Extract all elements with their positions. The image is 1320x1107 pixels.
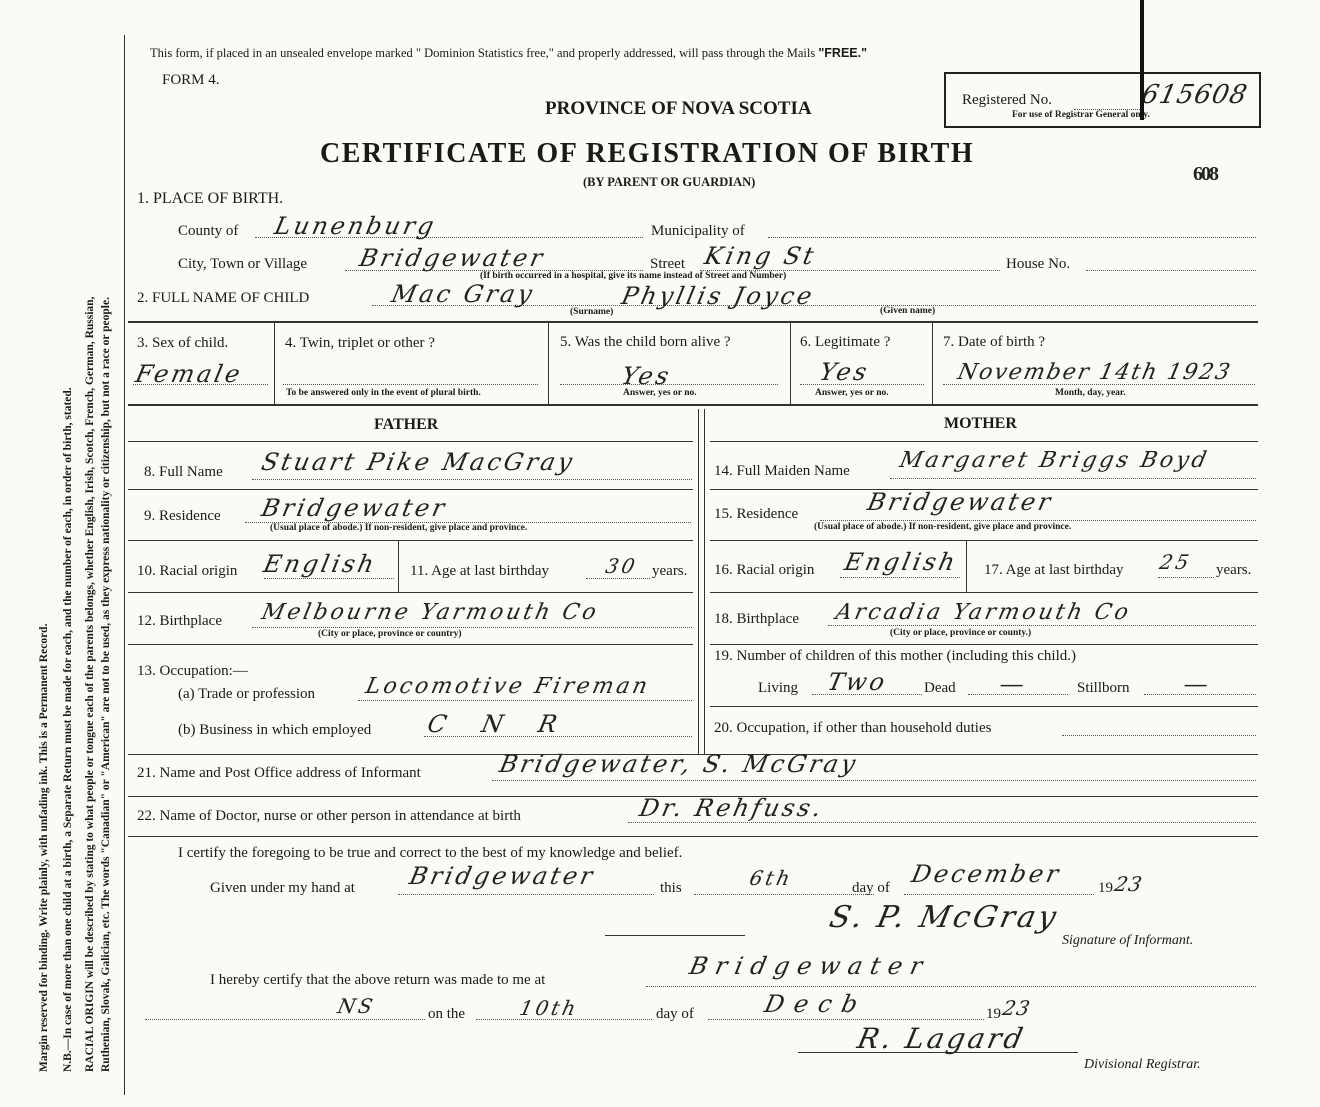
registrar-signature: R. Lagard <box>854 1022 1029 1055</box>
mother-residence-note: (Usual place of abode.) If non-resident, give place and province. <box>814 522 1072 532</box>
father-heading: FATHER <box>374 416 439 433</box>
place-of-birth-heading: 1. PLACE OF BIRTH. <box>137 190 284 207</box>
mother-birthplace-note: (City or place, province or county.) <box>890 628 1032 638</box>
father-age-label: 11. Age at last birthday <box>410 563 549 579</box>
ink-stroke <box>1140 0 1144 120</box>
mother-age-value: 25 <box>1157 550 1195 574</box>
binding-margin-line <box>124 35 125 1095</box>
county-value: Lunenburg <box>272 212 440 240</box>
mother-name-value: Margaret Briggs Boyd <box>897 448 1212 473</box>
dead-value: — <box>997 670 1030 698</box>
given-name-note: (Given name) <box>880 306 936 316</box>
father-years-label: years. <box>652 563 688 579</box>
informant-value: Bridgewater, S. McGray <box>497 750 861 778</box>
registrar-day-value: 10th <box>517 996 581 1020</box>
dead-label: Dead <box>924 680 956 696</box>
sex-label: 3. Sex of child. <box>137 335 229 351</box>
street-value: King St <box>702 242 820 270</box>
registrar-statement: I hereby certify that the above return was made to me at <box>210 972 546 988</box>
informant-signature-label: Signature of Informant. <box>1062 933 1194 948</box>
margin-note-racial-origin-1: RACIAL ORIGIN will be described by stating to what people or tongue each of the parents belongs, whether English, Irish, Scotch, French, German, Russian, <box>84 296 96 1072</box>
dob-label: 7. Date of birth ? <box>943 334 1046 350</box>
mother-name-label: 14. Full Maiden Name <box>714 463 850 479</box>
registered-no-value: 615608 <box>1138 80 1251 110</box>
mother-children-label: 19. Number of children of this mother (including this child.) <box>714 648 1077 664</box>
registered-no-label: Registered No. <box>962 92 1052 108</box>
postal-notice: This form, if placed in an unsealed envelope marked " Dominion Statistics free," and properly addressed, will pass through the Mails "FREE." <box>150 46 868 60</box>
registrar-province-value: NS <box>335 994 378 1018</box>
father-residence-label: 9. Residence <box>144 508 221 524</box>
sex-value: Female <box>133 360 246 388</box>
father-age-value: 30 <box>603 554 641 578</box>
registrar-only-note: For use of Registrar General only. <box>1012 110 1150 120</box>
father-business-label: (b) Business in which employed <box>178 722 372 738</box>
margin-note-multiple-birth: N.B.—In case of more than one child at a birth, a Separate Return must be made for each, and the number of each, in order of birth, stated. <box>62 387 74 1072</box>
dob-note: Month, day, year. <box>1055 388 1126 398</box>
mother-age-label: 17. Age at last birthday <box>984 562 1124 578</box>
cert-month-value: December <box>909 860 1064 888</box>
given-label: Given under my hand at <box>210 880 355 896</box>
province-heading: PROVINCE OF NOVA SCOTIA <box>545 98 812 119</box>
father-birthplace-label: 12. Birthplace <box>137 613 222 629</box>
legitimate-note: Answer, yes or no. <box>815 388 889 398</box>
surname-note: (Surname) <box>570 307 614 317</box>
municipality-label: Municipality of <box>651 223 745 239</box>
this-label: this <box>660 880 682 896</box>
page-title: CERTIFICATE OF REGISTRATION OF BIRTH <box>320 138 975 169</box>
given-place-value: Bridgewater <box>407 862 598 890</box>
father-residence-value: Bridgewater <box>259 494 450 522</box>
father-name-value: Stuart Pike MacGray <box>259 448 578 476</box>
mother-birthplace-label: 18. Birthplace <box>714 611 799 627</box>
child-surname-value: Mac Gray <box>389 280 538 308</box>
mother-race-label: 16. Racial origin <box>714 562 815 578</box>
legitimate-label: 6. Legitimate ? <box>800 334 891 350</box>
registrar-year-prefix: 19 <box>986 1006 1001 1022</box>
stamp-mark: 608 <box>1193 163 1217 185</box>
margin-note-racial-origin-2: Ruthenian, Slovak, Galician, etc. The words "Canadian" or "American" are not to be used, as they express nationality or citizenship, but not a race or people. <box>100 297 112 1072</box>
mother-years-label: years. <box>1216 562 1252 578</box>
father-birthplace-value: Melbourne Yarmouth Co <box>259 600 602 625</box>
cert-year-prefix: 19 <box>1098 880 1113 896</box>
twin-label: 4. Twin, triplet or other ? <box>285 335 435 351</box>
informant-signature: S. P. McGray <box>826 900 1063 935</box>
born-alive-label: 5. Was the child born alive ? <box>560 334 731 350</box>
cert-day-of-label: day of <box>852 880 890 896</box>
parents-divider <box>698 409 699 754</box>
mother-heading: MOTHER <box>944 415 1017 432</box>
stillborn-label: Stillborn <box>1077 680 1130 696</box>
registrar-on-label: on the <box>428 1006 466 1022</box>
child-given-value: Phyllis Joyce <box>619 282 818 310</box>
cert-day-value: 6th <box>747 866 796 890</box>
registrar-month-value: Decb <box>762 990 871 1018</box>
cert-year-value: 23 <box>1112 872 1146 896</box>
father-birthplace-note: (City or place, province or country) <box>318 629 462 639</box>
father-name-label: 8. Full Name <box>144 464 223 480</box>
father-trade-value: Locomotive Fireman <box>363 674 653 699</box>
mother-birthplace-value: Arcadia Yarmouth Co <box>833 600 1134 625</box>
father-trade-label: (a) Trade or profession <box>178 686 316 702</box>
mother-occupation-label: 20. Occupation, if other than household duties <box>714 720 992 736</box>
county-label: County of <box>178 223 239 239</box>
informant-label: 21. Name and Post Office address of Informant <box>137 765 421 781</box>
living-value: Two <box>825 668 891 696</box>
registrar-day-of-label: day of <box>656 1006 694 1022</box>
father-race-value: English <box>261 550 380 578</box>
legitimate-value: Yes <box>817 358 873 386</box>
born-alive-note: Answer, yes or no. <box>623 388 697 398</box>
father-occupation-label: 13. Occupation:— <box>137 663 248 679</box>
doctor-value: Dr. Rehfuss. <box>637 794 827 822</box>
certify-statement: I certify the foregoing to be true and correct to the best of my knowledge and belief. <box>178 845 683 861</box>
margin-note-binding: Margin reserved for binding. Write plainly, with unfading ink. This is a Permanent Record. <box>38 623 50 1072</box>
stillborn-value: — <box>1181 670 1214 698</box>
child-name-label: 2. FULL NAME OF CHILD <box>137 290 310 306</box>
registered-number-box <box>944 72 1261 128</box>
street-label: Street <box>650 256 685 272</box>
father-business-value: C N R <box>425 710 574 738</box>
born-alive-value: Yes <box>619 362 675 390</box>
registrar-year-value: 23 <box>1000 996 1034 1020</box>
father-residence-note: (Usual place of abode.) If non-resident, give place and province. <box>270 523 528 533</box>
city-value: Bridgewater <box>357 244 548 272</box>
page-subtitle: (BY PARENT OR GUARDIAN) <box>583 175 756 189</box>
city-label: City, Town or Village <box>178 256 308 272</box>
doctor-label: 22. Name of Doctor, nurse or other person in attendance at birth <box>137 808 521 824</box>
house-no-label: House No. <box>1006 256 1071 272</box>
mother-residence-label: 15. Residence <box>714 506 799 522</box>
street-hospital-note: (If birth occurred in a hospital, give its name instead of Street and Number) <box>480 271 787 281</box>
mother-race-value: English <box>842 548 961 576</box>
dob-value: November 14th 1923 <box>955 360 1235 385</box>
twin-note: To be answered only in the event of plural birth. <box>286 388 481 398</box>
living-label: Living <box>758 680 798 696</box>
mother-residence-value: Bridgewater <box>865 488 1056 516</box>
registrar-signature-label: Divisional Registrar. <box>1084 1057 1201 1072</box>
father-race-label: 10. Racial origin <box>137 563 238 579</box>
registrar-place-value: Bridgewater <box>687 952 933 980</box>
form-number: FORM 4. <box>162 72 220 88</box>
